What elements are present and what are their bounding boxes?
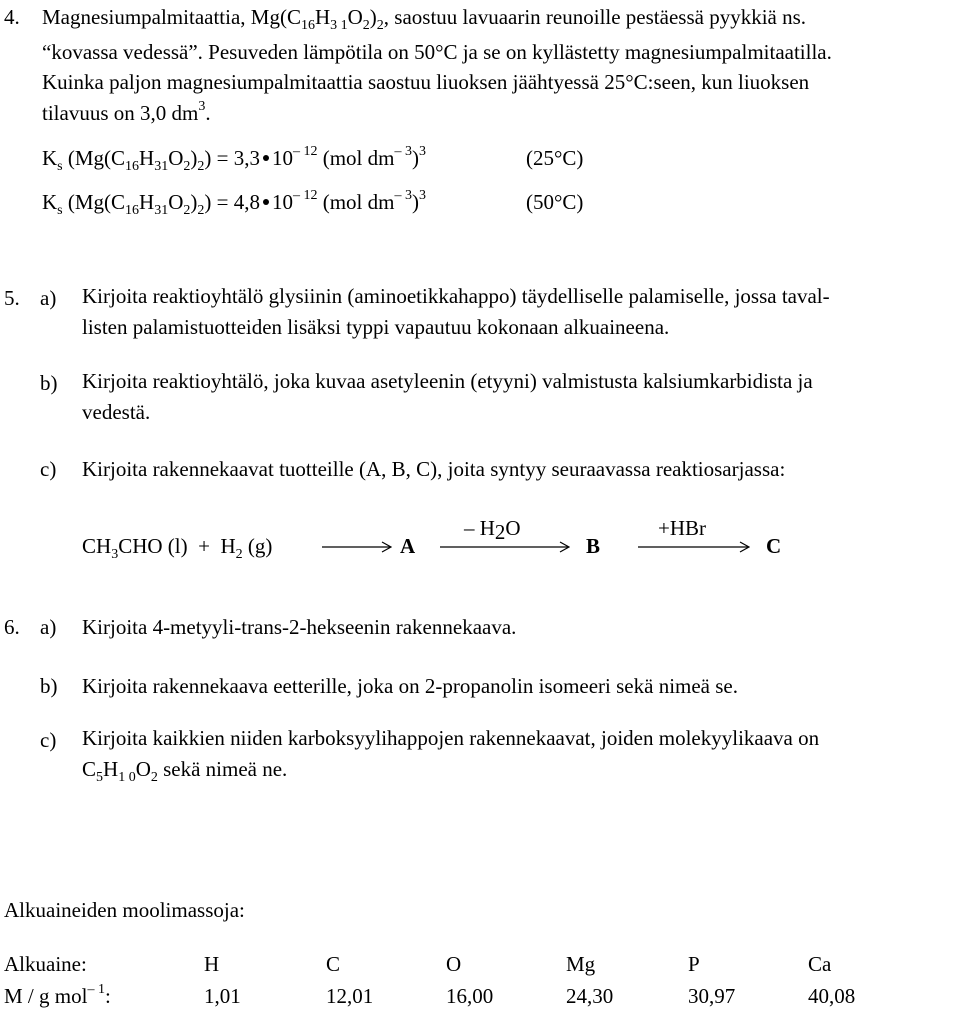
- molar-row2-label: M / g mol$^{- 1}$:: [4, 982, 111, 1008]
- molar-mass-value: 1,01: [204, 984, 241, 1008]
- molar-mass-value: 12,01: [326, 984, 374, 1008]
- element-symbol: H: [204, 952, 220, 976]
- molar-mass-value: 40,08: [808, 984, 856, 1008]
- element-symbol: Mg: [566, 952, 596, 976]
- q5b-letter: b): [40, 371, 58, 395]
- element-symbol: Ca: [808, 952, 832, 976]
- ks-equation-25c: $K_s$ $(Mg(C_{16}H_{31}O_2)_2) = 3,3$ $10^{- 12}$ (mol $dm^{- 3})^3$: [42, 144, 426, 174]
- product-a: A: [400, 534, 416, 558]
- multiply-dot-icon: [263, 155, 269, 161]
- q5a-text: Kirjoita reaktioyhtälö glysiinin (aminoetikkahappo) täydelliselle palamiselle, jossa taval- listen palamistuotteiden lisäksi typpi vapautuu kokonaan alkuaineena.: [82, 284, 830, 339]
- multiply-dot-icon: [263, 199, 269, 205]
- q5b-text: Kirjoita reaktioyhtälö, joka kuvaa asetyleenin (etyyni) valmistusta kalsiumkarbidista ja vedestä.: [82, 369, 813, 424]
- molar-masses-heading: Alkuaineiden moolimassoja:: [4, 898, 245, 922]
- reagent-hbr: +HBr: [658, 516, 707, 540]
- q5c-letter: c): [40, 457, 57, 481]
- q6c-letter: c): [40, 728, 57, 752]
- ks-equation-50c: $K_s$ $(Mg(C_{16}H_{31}O_2)_2) = 4,8$ $10^{- 12}$ (mol $dm^{- 3})^3$: [42, 188, 426, 218]
- reaction-arrow-2: [440, 540, 570, 552]
- question-4-text: [42, 2, 952, 132]
- q6b-letter: b): [40, 674, 58, 698]
- q6c-text: Kirjoita kaikkien niiden karboksyylihappojen rakennekaavat, joiden molekyylikaava on $C_5H_{1 0}O_2$ sekä nimeä ne.: [82, 726, 820, 785]
- element-symbol: P: [688, 952, 700, 976]
- question-4-number: 4.: [4, 5, 20, 29]
- product-c: C: [766, 534, 782, 558]
- question-6-number: 6.: [4, 615, 20, 639]
- ks-temp-50c: (50°C): [526, 190, 584, 214]
- molar-mass-value: 24,30: [566, 984, 614, 1008]
- q5c-text: Kirjoita rakennekaavat tuotteille (A, B, C), joita syntyy seuraavassa reaktiosarjassa:: [82, 457, 786, 481]
- reaction-arrow-1: [322, 540, 392, 552]
- molar-mass-value: 30,97: [688, 984, 736, 1008]
- reaction-arrow-3: [638, 540, 750, 552]
- q4-line-1: Magnesiumpalmitaattia, $Mg(C_{16}H_{3 1}O_2)_2$, saostuu lavuaarin reunoille pestäessä pyykkiä ns.: [42, 5, 807, 33]
- reaction-reactants: $CH_3CHO$ $(l) + H_2$ (g): [82, 534, 273, 562]
- element-symbol: C: [326, 952, 341, 976]
- question-5-number: 5.: [4, 286, 20, 310]
- reagent-water-removal: – H2O: [464, 516, 521, 544]
- q6a-letter: a): [40, 615, 57, 639]
- element-symbol: O: [446, 952, 462, 976]
- product-b: B: [586, 534, 601, 558]
- q4-line-3: Kuinka paljon magnesiumpalmitaattia saostuu liuoksen jäähtyessä 25°C:seen, kun liuoksen: [42, 70, 810, 94]
- q4-line-4: tilavuus on 3,0 $dm^3$.: [42, 98, 211, 125]
- ks-temp-25c: (25°C): [526, 146, 584, 170]
- q6b-text: Kirjoita rakennekaava eetterille, joka on 2-propanolin isomeeri sekä nimeä se.: [82, 674, 738, 698]
- molar-row1-label: Alkuaine:: [4, 952, 87, 976]
- q4-line-2: “kovassa vedessä”. Pesuveden lämpötila on 50°C ja se on kyllästetty magnesiumpalmitaatilla.: [42, 39, 832, 64]
- molar-mass-value: 16,00: [446, 984, 494, 1008]
- q6a-text: Kirjoita 4-metyyli-trans-2-hekseenin rakennekaava.: [82, 615, 517, 639]
- q5a-letter: a): [40, 286, 57, 310]
